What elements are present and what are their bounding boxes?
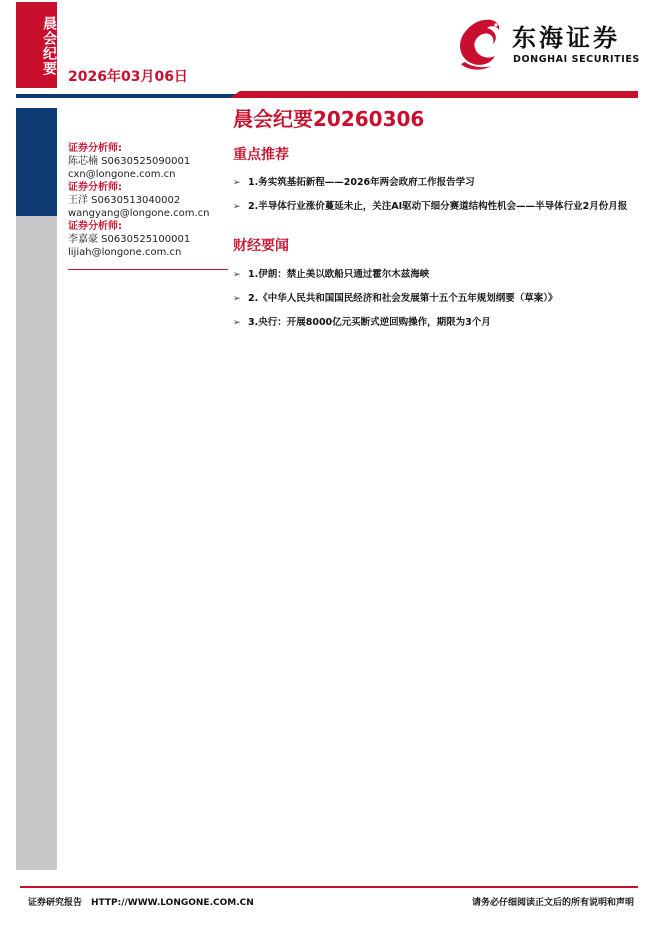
report-type-tag: [16, 2, 57, 88]
page-title: 晨会纪要20260306: [233, 107, 425, 131]
footer-left-text[interactable]: 证券研究报告 HTTP://WWW.LONGONE.COM.CN: [28, 898, 254, 908]
section-title-financial-news: 财经要闻: [233, 238, 289, 254]
analyst-email[interactable]: wangyang@longone.com.cn: [68, 208, 210, 219]
bullet-arrow-icon: ➢: [233, 294, 241, 304]
analyst-block: [68, 220, 228, 259]
logo-chinese-name: 东海证券: [512, 24, 620, 52]
analyst-label: 证券分析师:: [68, 143, 122, 154]
list-item-text: 1.伊朗：禁止美以欧船只通过霍尔木兹海峡: [248, 269, 430, 280]
analyst-name-id: 李嘉豪 S0630525100001: [68, 234, 191, 245]
list-item[interactable]: [233, 268, 637, 282]
analyst-name-id: 王洋 S0630513040002: [68, 195, 181, 206]
logo-english-name: DONGHAI SECURITIES: [513, 54, 640, 65]
report-type-label: 晨会纪要: [41, 16, 57, 76]
list-item[interactable]: [233, 316, 637, 330]
list-item-text: 2.半导体行业涨价蔓延未止，关注AI驱动下细分赛道结构性机会——半导体行业2月份月报: [248, 201, 628, 212]
bullet-arrow-icon: ➢: [233, 202, 241, 212]
list-item-text: 1.务实筑基拓新程——2026年两会政府工作报告学习: [248, 177, 475, 188]
footer-disclaimer: 请务必仔细阅读正文后的所有说明和声明: [471, 898, 634, 908]
header-rule-navy: [16, 94, 236, 98]
bullet-arrow-icon: ➢: [233, 270, 241, 280]
analyst-email[interactable]: cxn@longone.com.cn: [68, 169, 176, 180]
analyst-label: 证券分析师:: [68, 221, 122, 232]
list-item-text: 2.《中华人民共和国国民经济和社会发展第十五个五年规划纲要（草案）》: [248, 293, 558, 304]
list-item[interactable]: [233, 292, 637, 306]
side-bar-grey: [16, 216, 57, 870]
analyst-list: [68, 142, 228, 259]
footer-rule: [20, 886, 638, 888]
analyst-block: [68, 181, 228, 220]
analyst-block: [68, 142, 228, 181]
header-rule-red: [230, 91, 638, 98]
list-item-text: 3.央行：开展8000亿元买断式逆回购操作，期限为3个月: [248, 317, 491, 328]
donghai-logo-icon: [455, 16, 505, 72]
section-title-key-recommendations: 重点推荐: [233, 147, 289, 163]
list-item[interactable]: [233, 200, 637, 214]
report-date: 2026年03月06日: [68, 69, 188, 85]
analyst-name-id: 陈芯楠 S0630525090001: [68, 156, 191, 167]
bullet-arrow-icon: ➢: [233, 318, 241, 328]
analyst-divider: [68, 269, 228, 270]
analyst-label: 证券分析师:: [68, 182, 122, 193]
bullet-arrow-icon: ➢: [233, 178, 241, 188]
analyst-email[interactable]: lijiah@longone.com.cn: [68, 247, 182, 258]
list-item[interactable]: [233, 176, 637, 190]
side-bar-navy: [16, 108, 57, 216]
